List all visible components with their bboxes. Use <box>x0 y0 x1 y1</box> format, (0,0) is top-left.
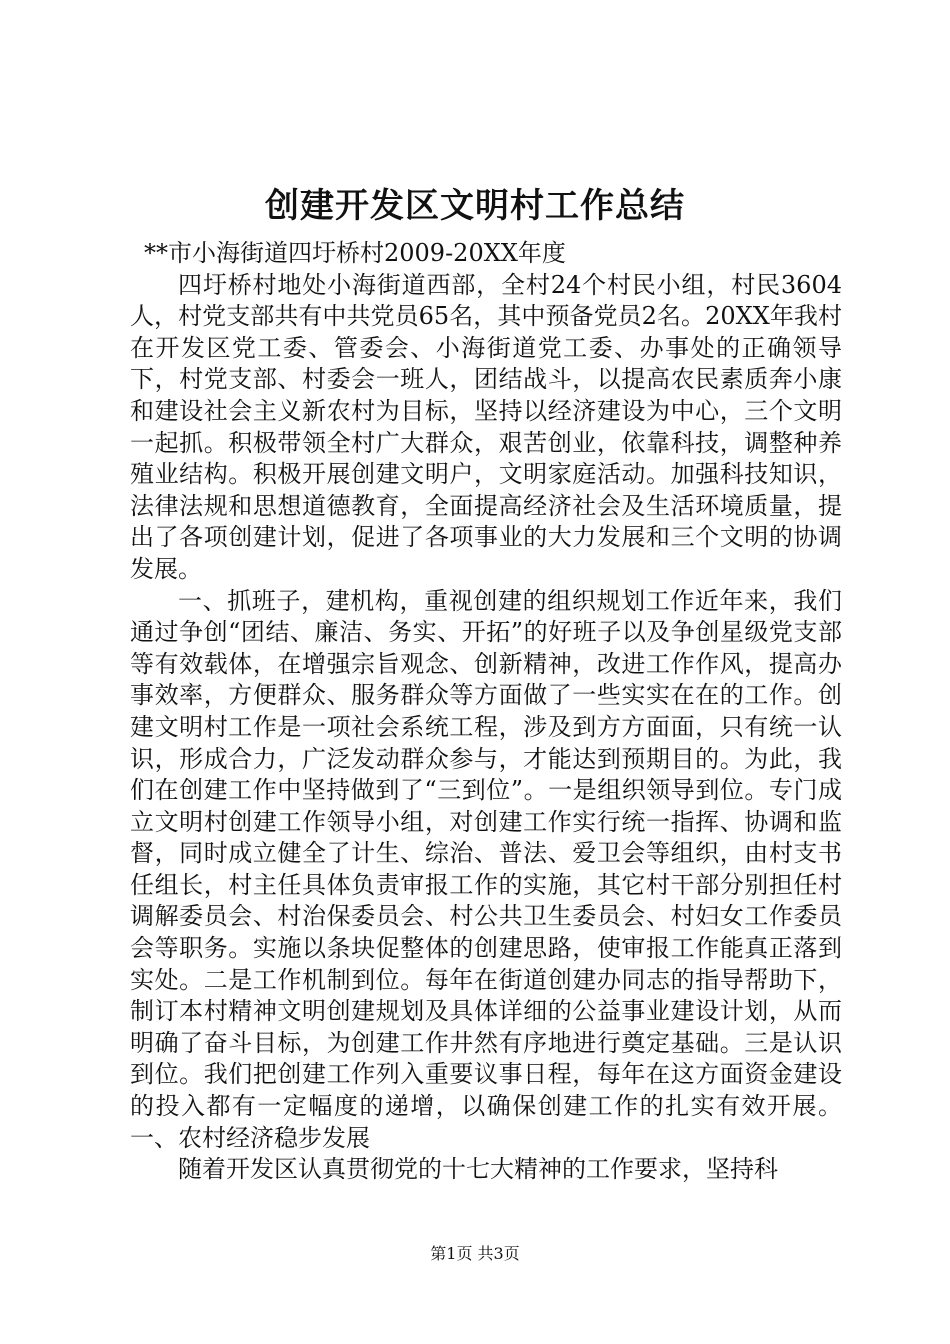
paragraph-continuation: 随着开发区认真贯彻党的十七大精神的工作要求，坚持科 <box>178 1155 778 1184</box>
document-body <box>130 238 842 1186</box>
page-number-footer: 第1页 共3页 <box>430 1244 520 1263</box>
document-subtitle: **市小海街道四圩桥村2009-20XX年度 <box>144 239 566 267</box>
document-title: 创建开发区文明村工作总结 <box>265 186 685 226</box>
paragraph-section-one: 一、抓班子，建机构，重视创建的组织规划工作近年来，我们通过争创“团结、廉洁、务实、开拓”的好班子以及争创星级党支部等有效载体，在增强宗旨观念、创新精神，改进工作作风，提高办事效率，方便群众、服务群众等方面做了一些实实在在的工作。创建文明村工作是一项社会系统工程，涉及到方方面面，只有统一认识，形成合力，广泛发动群众参与，才能达到预期目的。为此，我们在创建工作中坚持做到了“三到位”。一是组织领导到位。专门成立文明村创建工作领导小组，对创建工作实行统一指挥、协调和监督，同时成立健全了计生、综治、普法、爱卫会等组织，由村支书任组长，村主任具体负责审报工作的实施，其它村干部分别担任村调解委员会、村治保委员会、村公共卫生委员会、村妇女工作委员会等职务。实施以条块促整体的创建思路，使审报工作能真正落到实处。二是工作机制到位。每年在街道创建办同志的指导帮助下，制订本村精神文明创建规划及具体详细的公益事业建设计划，从而明确了奋斗目标，为创建工作井然有序地进行奠定基础。三是认识到位。我们把创建工作列入重要议事日程，每年在这方面资金建设的投入都有一定幅度的递增，以确保创建工作的扎实有效开展。一、农村经济稳步发展 <box>130 586 842 1152</box>
paragraph-intro: 四圩桥村地处小海街道西部，全村24个村民小组，村民3604人，村党支部共有中共党员65名，其中预备党员2名。20XX年我村在开发区党工委、管委会、小海街道党工委、办事处的正确领导下，村党支部、村委会一班人，团结战斗，以提高农民素质奔小康和建设社会主义新农村为目标，坚持以经济建设为中心，三个文明一起抓。积极带领全村广大群众，艰苦创业，依靠科技，调整种养殖业结构。积极开展创建文明户，文明家庭活动。加强科技知识，法律法规和思想道德教育，全面提高经济社会及生活环境质量，提出了各项创建计划，促进了各项事业的大力发展和三个文明的协调发展。 <box>130 270 842 583</box>
